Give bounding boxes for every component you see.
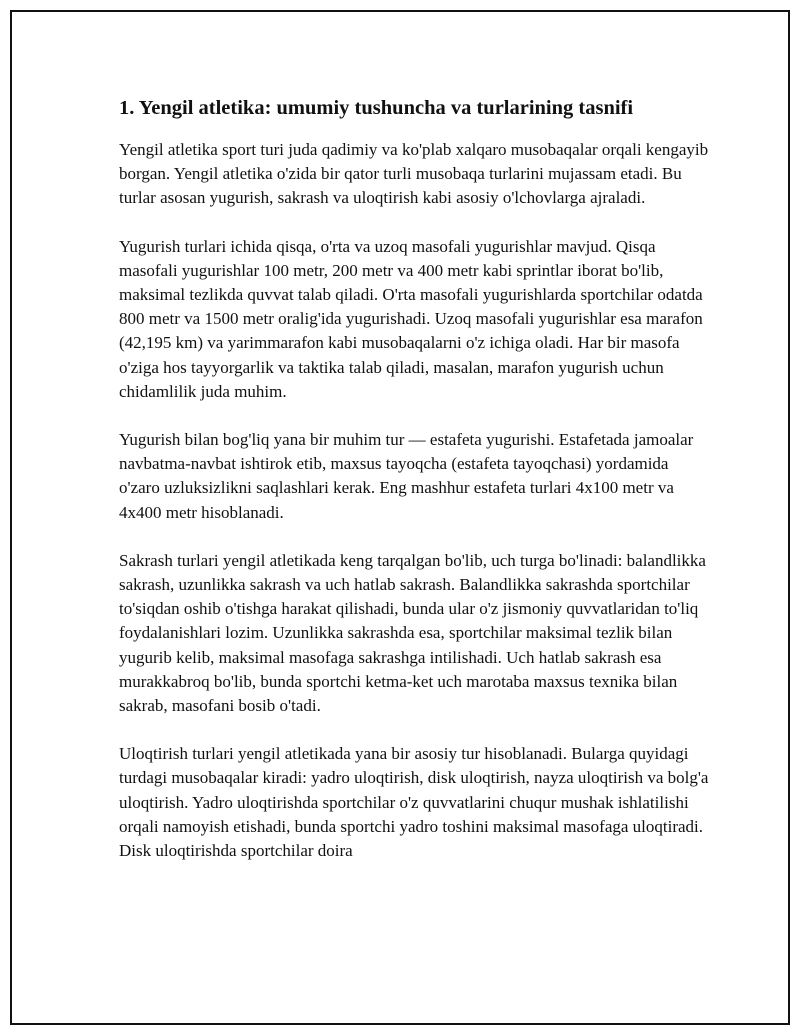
paragraph-running: Yugurish turlari ichida qisqa, o'rta va uzoq masofali yugurishlar mavjud. Qisqa masofali yugurishlar 100 metr, 200 metr va 400 metr kabi sprintlar iborat bo'lib, maksimal tezlikda quvvat talab qiladi. O'rta masofali yugurishlarda sportchilar odatda 800 metr va 1500 metr oralig'ida yugurishadi. Uzoq masofali yugurishlar esa marafon (42,195 km) va yarimmarafon kabi musobaqalarni o'z ichiga oladi. Har bir masofa o'ziga hos tayyorgarlik va taktika talab qiladi, masalan, marafon yugurish uchun chidamlilik juda muhim.	[119, 236, 703, 401]
paragraph-relay: Yugurish bilan bog'liq yana bir muhim tur — estafeta yugurishi. Estafetada jamoalar navbatma-navbat ishtirok etib, maxsus tayoqcha (estafeta tayoqchasi) yordamida o'zaro uzluksizlikni saqlashlari kerak. Eng mashhur estafeta turlari 4x100 metr va 4x400 metr hisoblanadi.	[119, 430, 694, 522]
paragraph-jumping: Sakrash turlari yengil atletikada keng tarqalgan bo'lib, uch turga bo'linadi: balandlikka sakrash, uzunlikka sakrash va uch hatlab sakrash. Balandlikka sakrashda sportchilar to'siqdan oshib o'tishga harakat qilishadi, bunda ular o'z jismoniy quvvatlaridan to'liq foydalanishlari lozim. Uzunlikka sakrashda esa, sportchilar maksimal tezlik bilan yugurib kelib, maksimal masofaga sakrashga intilishadi. Uch hatlab sakrash esa murakkabroq bo'lib, bunda sportchi ketma-ket uch marotaba maxsus texnika bilan sakrab, masofani bosib o'tadi.	[119, 550, 706, 716]
document-body	[119, 94, 709, 887]
page-frame	[10, 10, 790, 1025]
paragraph-throwing: Uloqtirish turlari yengil atletikada yana bir asosiy tur hisoblanadi. Bularga quyidagi turdagi musobaqalar kiradi: yadro uloqtirish, disk uloqtirish, nayza uloqtirish va bolg'a uloqtirish. Yadro uloqtirishda sportchilar o'z quvvatlarini chuqur mushak ishlatilishi orqali namoyish etishadi, bunda sportchi yadro toshini maksimal masofaga uloqtiradi. Disk uloqtirishda sportchilar doira	[119, 744, 709, 861]
paragraph-intro: Yengil atletika sport turi juda qadimiy va ko'plab xalqaro musobaqalar orqali kengayib borgan. Yengil atletika o'zida bir qator turli musobaqa turlarini mujassam etadi. Bu turlar asosan yugurish, sakrash va uloqtirish kabi asosiy o'lchovlarga ajraladi.	[119, 140, 709, 208]
section-title: 1. Yengil atletika: umumiy tushuncha va turlarining tasnifi	[119, 97, 634, 119]
